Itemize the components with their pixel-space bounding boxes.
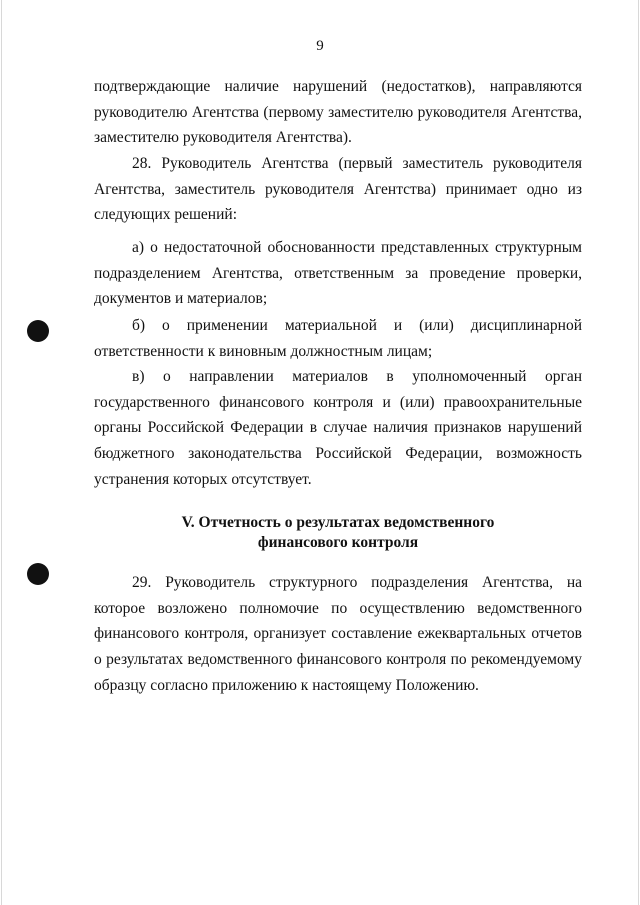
punch-hole-mark: [27, 320, 49, 342]
scan-edge-right: [638, 0, 639, 905]
paragraph-28-item-c: в) о направлении материалов в уполномоченный орган государственного финансового контроля и (или) правоохранительные органы Российской Федерации в случае наличия признаков нарушений бюджетного законодательства Российской Федерации, возможность устранения которых отсутствует.: [94, 368, 582, 488]
paragraph-continuation: подтверждающие наличие нарушений (недостатков), направляются руководителю Агентства (первому заместителю руководителя Агентства, заместителю руководителя Агентства).: [94, 78, 582, 147]
section-heading: [94, 513, 582, 553]
section-heading-line-2: финансового контроля: [257, 534, 419, 551]
paragraph-28-item-a: а) о недостаточной обоснованности представленных структурным подразделением Агентства, ответственным за проведение проверки, документов и материалов;: [94, 239, 582, 308]
page-number: 9: [316, 38, 324, 54]
scan-edge-left: [1, 0, 2, 905]
section-heading-line-1: V. Отчетность о результатах ведомственного: [181, 514, 495, 531]
paragraph-28-item-b: б) о применении материальной и (или) дисциплинарной ответственности к виновным должностным лицам;: [94, 317, 582, 360]
paragraph-28: 28. Руководитель Агентства (первый заместитель руководителя Агентства, заместитель руководителя Агентства) принимает одно из следующих решений:: [94, 155, 582, 224]
punch-hole-mark: [27, 563, 49, 585]
paragraph-29: 29. Руководитель структурного подразделения Агентства, на которое возложено полномочие по осуществлению ведомственного финансового контроля, организует составление ежеквартальных отчетов о результатах ведомственного финансового контроля по рекомендуемому образцу согласно приложению к настоящему Положению.: [94, 574, 582, 694]
